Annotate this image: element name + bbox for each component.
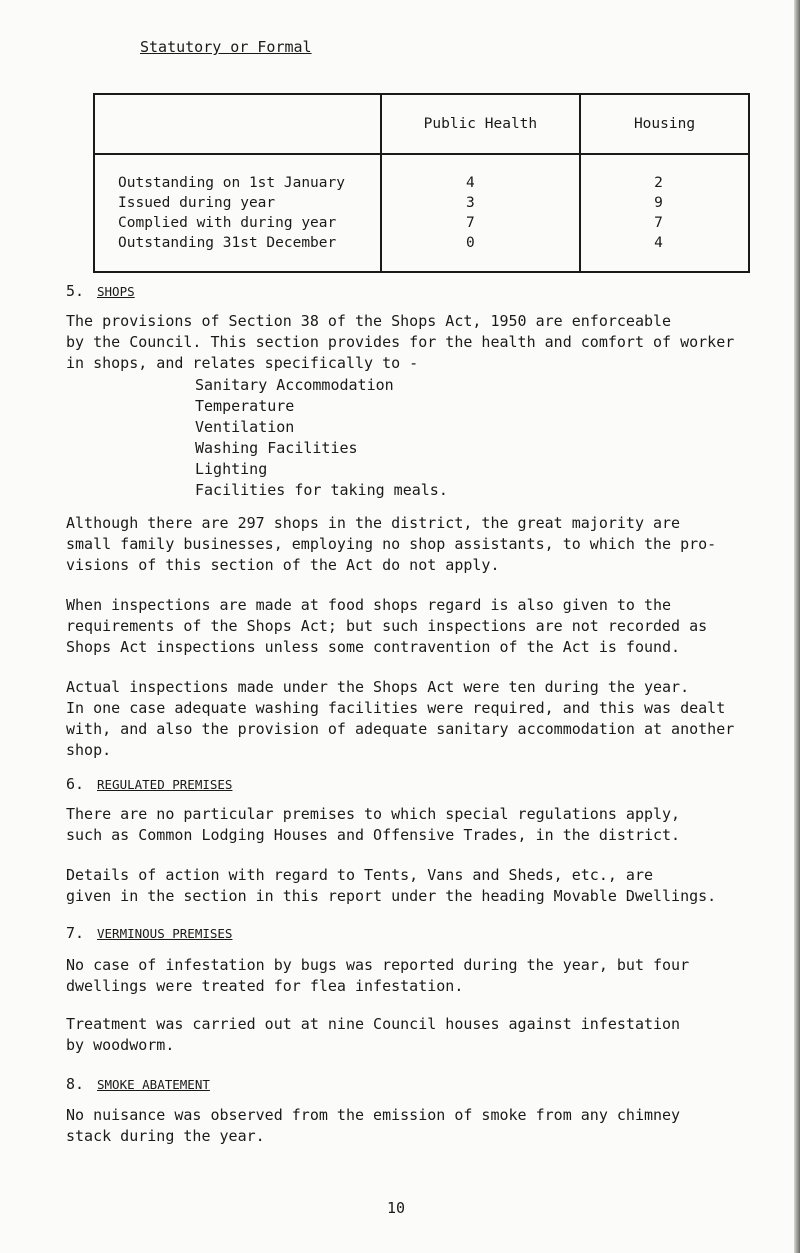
shops-paragraph-2 <box>66 513 792 576</box>
public-health-value: 3 <box>466 195 475 211</box>
shops-paragraph-4 <box>66 677 792 761</box>
list-item: Washing Facilities <box>195 439 358 457</box>
public-health-value: 4 <box>466 175 475 191</box>
section-8-number: 8. <box>66 1075 85 1093</box>
text-line: such as Common Lodging Houses and Offensive Trades, in the district. <box>66 826 681 844</box>
notices-table <box>93 93 750 273</box>
row-label: Complied with during year <box>118 215 337 231</box>
section-5-title: SHOPS <box>97 284 135 299</box>
verminous-paragraph-1 <box>66 955 792 997</box>
header-empty <box>94 94 381 154</box>
text-line: in shops, and relates specifically to - <box>66 354 419 372</box>
text-line: Treatment was carried out at nine Council houses against infestation <box>66 1015 681 1033</box>
regulated-paragraph-1 <box>66 804 792 846</box>
public-health-cell <box>381 154 580 272</box>
text-line: by the Council. This section provides for the health and comfort of worker <box>66 333 735 351</box>
shops-paragraph-1 <box>66 311 792 374</box>
housing-value: 7 <box>654 215 663 231</box>
row-label: Outstanding 31st December <box>118 235 337 251</box>
text-line: No nuisance was observed from the emission of smoke from any chimney <box>66 1106 681 1124</box>
housing-value: 4 <box>654 235 663 251</box>
header-public-health: Public Health <box>381 94 580 154</box>
section-7-title: VERMINOUS PREMISES <box>97 926 233 941</box>
text-line: The provisions of Section 38 of the Shops Act, 1950 are enforceable <box>66 312 672 330</box>
housing-value: 2 <box>654 175 663 191</box>
row-label: Issued during year <box>118 195 276 211</box>
section-7-number: 7. <box>66 924 85 942</box>
row-labels-cell <box>94 154 381 272</box>
section-5-number: 5. <box>66 282 85 300</box>
text-line: There are no particular premises to which special regulations apply, <box>66 805 681 823</box>
regulated-paragraph-2 <box>66 865 792 907</box>
text-line: by woodworm. <box>66 1036 175 1054</box>
section-8-title: SMOKE ABATEMENT <box>97 1077 210 1092</box>
text-line: Although there are 297 shops in the district, the great majority are <box>66 514 681 532</box>
text-line: Shops Act inspections unless some contravention of the Act is found. <box>66 638 681 656</box>
text-line: shop. <box>66 741 112 759</box>
text-line: No case of infestation by bugs was reported during the year, but four <box>66 956 690 974</box>
text-line: Actual inspections made under the Shops Act were ten during the year. <box>66 678 690 696</box>
text-line: small family businesses, employing no shop assistants, to which the pro- <box>66 535 717 553</box>
smoke-paragraph-1 <box>66 1105 792 1147</box>
shops-paragraph-3 <box>66 595 792 658</box>
list-item: Sanitary Accommodation <box>195 376 394 394</box>
text-line: Details of action with regard to Tents, Vans and Sheds, etc., are <box>66 866 653 884</box>
text-line: with, and also the provision of adequate sanitary accommodation at another <box>66 720 735 738</box>
verminous-paragraph-2 <box>66 1014 792 1056</box>
header-housing: Housing <box>580 94 749 154</box>
list-item: Lighting <box>195 460 268 478</box>
page-heading: Statutory or Formal <box>140 38 312 56</box>
text-line: requirements of the Shops Act; but such inspections are not recorded as <box>66 617 708 635</box>
list-item: Facilities for taking meals. <box>195 481 448 499</box>
row-label: Outstanding on 1st January <box>118 175 345 191</box>
text-line: visions of this section of the Act do not apply. <box>66 556 500 574</box>
list-item: Temperature <box>195 397 295 415</box>
section-6-number: 6. <box>66 775 85 793</box>
text-line: given in the section in this report under the heading Movable Dwellings. <box>66 887 717 905</box>
public-health-value: 7 <box>466 215 475 231</box>
list-item: Ventilation <box>195 418 295 436</box>
page-edge-shadow <box>794 0 800 1253</box>
text-line: stack during the year. <box>66 1127 265 1145</box>
table-header-row <box>94 94 749 154</box>
public-health-value: 0 <box>466 235 475 251</box>
text-line: When inspections are made at food shops regard is also given to the <box>66 596 672 614</box>
housing-value: 9 <box>654 195 663 211</box>
table-body-row <box>94 154 749 272</box>
section-6-title: REGULATED PREMISES <box>97 777 233 792</box>
text-line: In one case adequate washing facilities were required, and this was dealt <box>66 699 726 717</box>
page-number: 10 <box>387 1199 406 1217</box>
text-line: dwellings were treated for flea infestation. <box>66 977 464 995</box>
housing-cell <box>580 154 749 272</box>
shops-requirements-list <box>195 375 448 501</box>
